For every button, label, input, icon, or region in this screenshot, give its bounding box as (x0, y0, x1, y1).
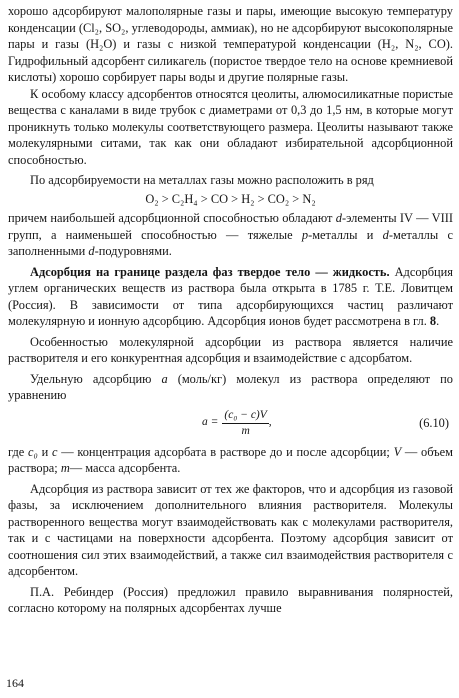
paragraph-metal-series-intro: По адсорбируемости на металлах газы можно расположить в ряд (30, 173, 374, 187)
equation-fraction (222, 408, 268, 438)
paragraph-rebinder-rule: П.А. Ребиндер (Россия) предложил правило выравнивания полярностей, согласно которому на полярных адсорбентах лучше (8, 584, 453, 615)
equation-denominator: m (241, 424, 250, 437)
paragraph-specific-adsorption: Удельную адсорбцию a (моль/кг) молекул из раствора определяют по уравнению (8, 371, 454, 402)
paragraph-zeolites: К особому классу адсорбентов относятся цеолиты, алюмосиликатные пористые вещества с каналами в виде трубок с диаметрами от 0,3 до 1,5 нм, в которые могут проникнуть только молекулы соответствующего размера. Цеолиты называют также молекулярными ситами, так как они обладают избирательной адсорбционной способностью. (8, 86, 453, 167)
equation-body (202, 408, 272, 438)
paragraph-molecular-adsorption: Особенностью молекулярной адсорбции из раствора является наличие растворителя и его конкурентная адсорбция и взаимодействие с адсорбатом. (8, 334, 453, 365)
page-number: 164 (6, 676, 24, 690)
paragraph-where: где c₀ и c — концентрация адсорбата в растворе до и после адсорбции; V — объем раствора; m— масса адсорбента. (8, 444, 453, 475)
paragraph-solid-liquid-adsorption: Адсорбция на границе раздела фаз твердое тело — жидкость. Адсорбция углем органических веществ из раствора была открыта в 1785 г. Т.Е. Ловитцем (Россия). В зависимости от типа адсорбирующихся частиц различают молекулярную и ионную адсорбцию. Адсорбция ионов будет рассмотрена в гл. 8. (8, 264, 453, 328)
equation-number: (6.10) (419, 415, 449, 430)
paragraph-gas-adsorption: хорошо адсорбируют малополярные газы и пары, имеющие высокую температуру конденсации (Cl₂, SO₂, углеводороды, аммиак), но не адсорбируют высокополярные пары и газы (H₂O) и газы с низкой температурой конденсации (H₂, N₂, CO). Гидрофильный адсорбент силикагель (пористое твердое тело на основе кремниевой кислоты) хорошо сорбирует пары воды и другие полярные газы. (8, 4, 453, 84)
paragraph-d-elements: причем наибольшей адсорбционной способностью обладают d-элементы IV — VIII групп, а наименьшей способностью — тяжелые p-металлы и d-металлы с заполненными d-подуровнями. (8, 211, 453, 258)
paragraph-solvent-influence: Адсорбция из раствора зависит от тех же факторов, что и адсорбция из газовой фазы, за исключением дополнительного влияния растворителя. Молекулы растворенного вещества могут взаимодействовать как с молекулами растворителя, так и с частицами на поверхности адсорбента. Поэтому адсорбция зависит от соотношения сил этих взаимодействий, а также сил взаимодействия растворителя с адсорбентом. (8, 481, 453, 578)
equation-end: , (268, 416, 272, 429)
section-heading: Адсорбция на границе раздела фаз твердое тело — жидкость. (30, 264, 390, 279)
adsorbability-series-formula: O₂ > C₂H₄ > CO > H₂ > CO₂ > N₂ (145, 191, 316, 206)
chapter-ref: 8 (429, 314, 437, 328)
equation-numerator: (c₀ − c)V (222, 408, 268, 424)
equation-6-10 (8, 406, 453, 442)
equation-lhs: a = (202, 416, 219, 429)
